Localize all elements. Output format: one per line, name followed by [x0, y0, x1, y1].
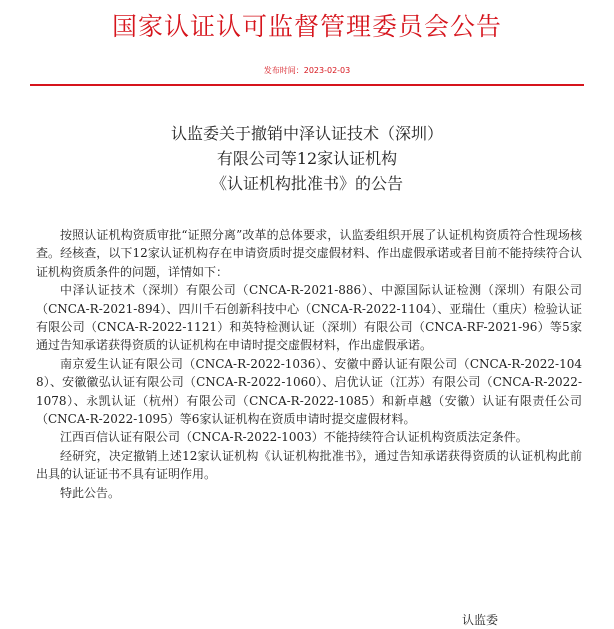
document-title-line-1: 认监委关于撤销中泽认证技术（深圳） — [170, 124, 443, 143]
body-paragraph-decision: 经研究，决定撤销上述12家认证机构《认证机构批准书》，通过告知承诺获得资质的认证机构此前出具的认证证书不具有证明作用。 — [36, 448, 582, 482]
document-title — [0, 121, 614, 196]
body-paragraph-group-1: 中泽认证技术（深圳）有限公司（CNCA-R-2021-886）、中源国际认证检测（深圳）有限公司（CNCA-R-2021-894）、四川千石创新科技中心（CNCA-R-2022-1104）、亚瑞仕（重庆）检验认证有限公司（CNCA-R-2022-1121）和英特检测认证（深圳）有限公司（CNCA-RF-2021-96）等5家通过告知承诺获得资质的认证机构在申请时提交虚假材料，作出虚假承诺。 — [36, 283, 582, 353]
body-paragraph-intro: 按照认证机构资质审批“证照分离”改革的总体要求，认监委组织开展了认证机构资质符合性现场核查。经核查，以下12家认证机构存在申请资质时提交虚假材料、作出虚假承诺或者目前不能持续符合认证机构资质条件的问题，详情如下： — [36, 228, 582, 279]
body-paragraph-group-2: 南京爱生认证有限公司（CNCA-R-2022-1036）、安徽中爵认证有限公司（CNCA-R-2022-1048）、安徽徽弘认证有限公司（CNCA-R-2022-1060）、启优认证（江苏）有限公司（CNCA-R-2022-1078）、永凯认证（杭州）有限公司（CNCA-R-2022-1085）和新卓越（安徽）认证有限责任公司（CNCA-R-2022-1095）等6家认证机构在资质申请时提交虚假材料。 — [36, 356, 582, 427]
body-paragraph-closing: 特此公告。 — [60, 485, 121, 500]
announcement-header-title: 国家认证认可监督管理委员会公告 — [111, 12, 502, 41]
document-title-line-2: 有限公司等12家认证机构 — [216, 149, 398, 168]
header-divider — [30, 84, 584, 86]
announcement-body — [36, 226, 582, 502]
body-paragraph-group-3: 江西百信认证有限公司（CNCA-R-2022-1003）不能持续符合认证机构资质法定条件。 — [60, 430, 528, 445]
publish-date: 发布时间：2023-02-03 — [263, 66, 351, 75]
signature: 认监委 — [462, 613, 499, 627]
document-title-line-3: 《认证机构批准书》的公告 — [210, 174, 403, 193]
